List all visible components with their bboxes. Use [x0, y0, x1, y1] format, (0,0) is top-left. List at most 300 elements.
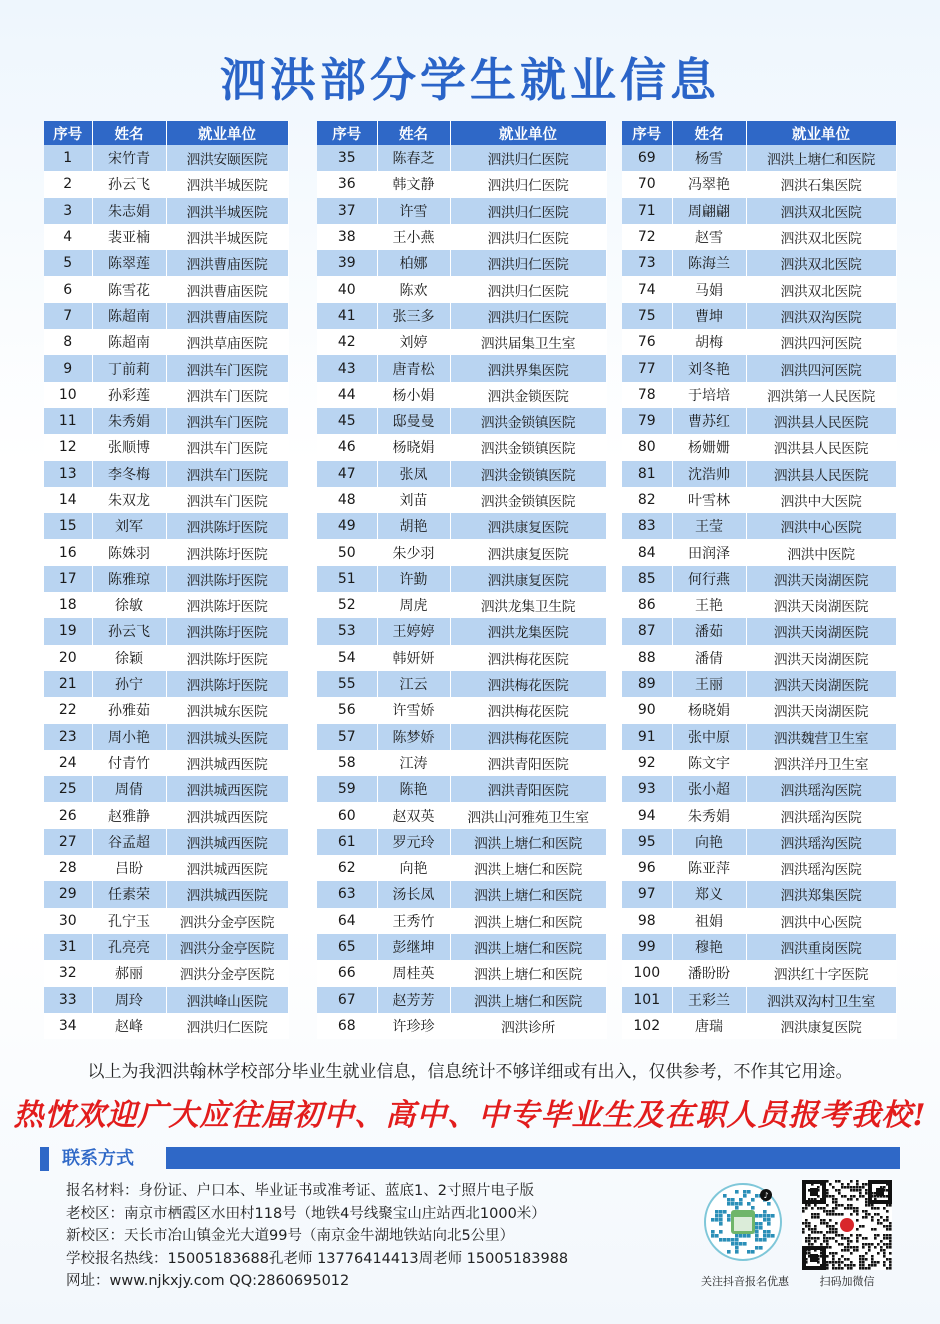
student-name: 孙云飞	[92, 618, 166, 644]
table-row	[622, 487, 896, 513]
table-row	[317, 750, 606, 776]
employer: 泗洪天岗湖医院	[746, 697, 896, 723]
row-number: 74	[622, 276, 672, 302]
row-number: 80	[622, 434, 672, 460]
employer: 泗洪梅花医院	[450, 671, 606, 697]
employer: 泗洪郑集医院	[746, 881, 896, 907]
table-row	[622, 671, 896, 697]
employer: 泗洪上塘仁和医院	[450, 829, 606, 855]
header-name: 姓名	[92, 121, 166, 145]
employer: 泗洪草庙医院	[166, 329, 288, 355]
employer: 泗洪城西医院	[166, 829, 288, 855]
table-row	[622, 1013, 896, 1039]
employer: 泗洪城西医院	[166, 776, 288, 802]
new-campus-line: 新校区：天长市冶山镇金光大道99号（南京金牛湖地铁站向北5公里）	[66, 1228, 515, 1244]
employer: 泗洪县人民医院	[746, 461, 896, 487]
employer: 泗洪车门医院	[166, 382, 288, 408]
row-number: 13	[44, 461, 92, 487]
row-number: 25	[44, 776, 92, 802]
student-name: 陈超南	[92, 303, 166, 329]
employer: 泗洪康复医院	[450, 513, 606, 539]
contact-section-header	[40, 1147, 900, 1171]
employer: 泗洪金锁镇医院	[450, 487, 606, 513]
row-number: 24	[44, 750, 92, 776]
employer: 泗洪归仁医院	[450, 276, 606, 302]
employer: 泗洪陈圩医院	[166, 592, 288, 618]
row-number: 54	[317, 645, 377, 671]
row-number: 38	[317, 224, 377, 250]
student-name: 杨雪	[672, 145, 746, 171]
employer: 泗洪归仁医院	[450, 171, 606, 197]
student-name: 陈文宇	[672, 750, 746, 776]
student-name: 王艳	[672, 592, 746, 618]
row-number: 86	[622, 592, 672, 618]
employer: 泗洪上塘仁和医院	[450, 855, 606, 881]
table-row	[317, 145, 606, 171]
employer: 泗洪上塘仁和医院	[450, 987, 606, 1013]
employer: 泗洪分金亭医院	[166, 934, 288, 960]
employer: 泗洪中心医院	[746, 908, 896, 934]
student-name: 吕盼	[92, 855, 166, 881]
employer: 泗洪梅花医院	[450, 645, 606, 671]
row-number: 78	[622, 382, 672, 408]
table-row	[622, 881, 896, 907]
row-number: 14	[44, 487, 92, 513]
row-number: 46	[317, 434, 377, 460]
table-row	[622, 276, 896, 302]
employer: 泗洪天岗湖医院	[746, 592, 896, 618]
table-row	[317, 487, 606, 513]
row-number: 36	[317, 171, 377, 197]
employer: 泗洪上塘仁和医院	[450, 960, 606, 986]
student-name: 向艳	[672, 829, 746, 855]
student-name: 刘苗	[377, 487, 450, 513]
row-number: 72	[622, 224, 672, 250]
row-number: 17	[44, 566, 92, 592]
table-row	[317, 645, 606, 671]
row-number: 37	[317, 198, 377, 224]
table-row	[317, 355, 606, 381]
student-name: 任素荣	[92, 881, 166, 907]
employer: 泗洪康复医院	[450, 539, 606, 565]
row-number: 3	[44, 198, 92, 224]
row-number: 26	[44, 802, 92, 828]
table-row	[622, 145, 896, 171]
student-name: 马娟	[672, 276, 746, 302]
student-name: 沈浩帅	[672, 461, 746, 487]
employer: 泗洪双北医院	[746, 224, 896, 250]
employer: 泗洪四河医院	[746, 329, 896, 355]
student-name: 赵峰	[92, 1013, 166, 1039]
row-number: 30	[44, 908, 92, 934]
student-name: 王秀竹	[377, 908, 450, 934]
table-row	[317, 987, 606, 1013]
table-row	[44, 881, 288, 907]
student-name: 韩文静	[377, 171, 450, 197]
employer: 泗洪重岗医院	[746, 934, 896, 960]
row-number: 98	[622, 908, 672, 934]
student-name: 许珍珍	[377, 1013, 450, 1039]
employer: 泗洪归仁医院	[166, 1013, 288, 1039]
table-row	[44, 461, 288, 487]
employer: 泗洪青阳医院	[450, 776, 606, 802]
row-number: 57	[317, 724, 377, 750]
student-name: 祖娟	[672, 908, 746, 934]
employer: 泗洪魏营卫生室	[746, 724, 896, 750]
row-number: 65	[317, 934, 377, 960]
student-name: 朱少羽	[377, 539, 450, 565]
student-name: 曹坤	[672, 303, 746, 329]
row-number: 49	[317, 513, 377, 539]
employer: 泗洪归仁医院	[450, 198, 606, 224]
table-row	[317, 329, 606, 355]
row-number: 16	[44, 539, 92, 565]
employment-tables	[44, 121, 896, 1043]
table-row	[317, 697, 606, 723]
row-number: 48	[317, 487, 377, 513]
student-name: 唐瑞	[672, 1013, 746, 1039]
employer: 泗洪归仁医院	[450, 250, 606, 276]
table-row	[622, 697, 896, 723]
student-name: 周桂英	[377, 960, 450, 986]
employer: 泗洪瑶沟医院	[746, 829, 896, 855]
employer: 泗洪天岗湖医院	[746, 671, 896, 697]
table-row	[622, 329, 896, 355]
student-name: 陈雅琼	[92, 566, 166, 592]
wechat-qr-code[interactable]	[802, 1180, 892, 1270]
wechat-caption: 扫码加微信	[819, 1275, 875, 1288]
employer: 泗洪上塘仁和医院	[450, 908, 606, 934]
employer: 泗洪康复医院	[746, 1013, 896, 1039]
table-row	[44, 750, 288, 776]
row-number: 8	[44, 329, 92, 355]
row-number: 67	[317, 987, 377, 1013]
table-row	[622, 908, 896, 934]
student-name: 裴亚楠	[92, 224, 166, 250]
student-name: 赵雪	[672, 224, 746, 250]
student-name: 潘盼盼	[672, 960, 746, 986]
employer: 泗洪界集医院	[450, 355, 606, 381]
table-row	[317, 513, 606, 539]
student-name: 周小艳	[92, 724, 166, 750]
employer: 泗洪安颐医院	[166, 145, 288, 171]
table-row	[44, 724, 288, 750]
row-number: 68	[317, 1013, 377, 1039]
row-number: 87	[622, 618, 672, 644]
row-number: 61	[317, 829, 377, 855]
table-row	[317, 434, 606, 460]
employer: 泗洪红十字医院	[746, 960, 896, 986]
row-number: 32	[44, 960, 92, 986]
table-row	[317, 802, 606, 828]
table-row	[44, 171, 288, 197]
employer: 泗洪金锁镇医院	[450, 408, 606, 434]
student-name: 于培培	[672, 382, 746, 408]
table-row	[317, 461, 606, 487]
table-row	[44, 566, 288, 592]
student-name: 张中原	[672, 724, 746, 750]
website-line: 网址：www.njkxjy.com QQ:2860695012	[66, 1273, 350, 1289]
table-row	[317, 276, 606, 302]
row-number: 95	[622, 829, 672, 855]
row-number: 84	[622, 539, 672, 565]
row-number: 70	[622, 171, 672, 197]
employer: 泗洪双沟医院	[746, 303, 896, 329]
employment-table-3	[622, 121, 897, 1039]
student-name: 许勤	[377, 566, 450, 592]
row-number: 102	[622, 1013, 672, 1039]
student-name: 孙宁	[92, 671, 166, 697]
student-name: 杨晓娟	[672, 697, 746, 723]
student-name: 孔宁玉	[92, 908, 166, 934]
student-name: 徐敏	[92, 592, 166, 618]
row-number: 18	[44, 592, 92, 618]
table-row	[317, 539, 606, 565]
row-number: 59	[317, 776, 377, 802]
contact-label: 联系方式	[62, 1148, 134, 1169]
table-row	[622, 855, 896, 881]
table-row	[622, 224, 896, 250]
student-name: 杨姗姗	[672, 434, 746, 460]
row-number: 15	[44, 513, 92, 539]
row-number: 6	[44, 276, 92, 302]
table-row	[44, 303, 288, 329]
table-row	[317, 224, 606, 250]
row-number: 7	[44, 303, 92, 329]
row-number: 76	[622, 329, 672, 355]
employer: 泗洪中大医院	[746, 487, 896, 513]
employer: 泗洪归仁医院	[450, 224, 606, 250]
student-name: 王小燕	[377, 224, 450, 250]
table-row	[622, 382, 896, 408]
employer: 泗洪石集医院	[746, 171, 896, 197]
student-name: 柏娜	[377, 250, 450, 276]
row-number: 85	[622, 566, 672, 592]
row-number: 41	[317, 303, 377, 329]
douyin-qr-code[interactable]	[703, 1182, 783, 1262]
employer: 泗洪金锁镇医院	[450, 434, 606, 460]
row-number: 55	[317, 671, 377, 697]
table-row	[317, 566, 606, 592]
header-no: 序号	[44, 121, 92, 145]
row-number: 101	[622, 987, 672, 1013]
table-row	[622, 408, 896, 434]
row-number: 12	[44, 434, 92, 460]
table-row	[44, 592, 288, 618]
row-number: 23	[44, 724, 92, 750]
student-name: 刘军	[92, 513, 166, 539]
row-number: 1	[44, 145, 92, 171]
table-row	[622, 829, 896, 855]
table-row	[44, 224, 288, 250]
student-name: 张顺博	[92, 434, 166, 460]
student-name: 江云	[377, 671, 450, 697]
table-row	[622, 461, 896, 487]
student-name: 孔亮亮	[92, 934, 166, 960]
row-number: 79	[622, 408, 672, 434]
employer: 泗洪双北医院	[746, 250, 896, 276]
employer: 泗洪诊所	[450, 1013, 606, 1039]
student-name: 郝丽	[92, 960, 166, 986]
row-number: 29	[44, 881, 92, 907]
row-number: 40	[317, 276, 377, 302]
student-name: 邸曼曼	[377, 408, 450, 434]
row-number: 19	[44, 618, 92, 644]
table-row	[317, 592, 606, 618]
table-row	[622, 171, 896, 197]
row-number: 27	[44, 829, 92, 855]
employer: 泗洪陈圩医院	[166, 539, 288, 565]
row-number: 94	[622, 802, 672, 828]
disclaimer-note: 以上为我泗洪翰林学校部分毕业生就业信息，信息统计不够详细或有出入，仅供参考，不作其它用途。	[87, 1062, 853, 1082]
table-row	[622, 987, 896, 1013]
student-name: 朱双龙	[92, 487, 166, 513]
table-row	[622, 434, 896, 460]
row-number: 100	[622, 960, 672, 986]
employer: 泗洪曹庙医院	[166, 276, 288, 302]
row-number: 50	[317, 539, 377, 565]
student-name: 杨晓娟	[377, 434, 450, 460]
student-name: 冯翠艳	[672, 171, 746, 197]
employer: 泗洪天岗湖医院	[746, 566, 896, 592]
row-number: 81	[622, 461, 672, 487]
table-row	[317, 408, 606, 434]
table-row	[622, 566, 896, 592]
row-number: 53	[317, 618, 377, 644]
employer: 泗洪归仁医院	[450, 145, 606, 171]
student-name: 赵双英	[377, 802, 450, 828]
table-row	[44, 829, 288, 855]
student-name: 周玲	[92, 987, 166, 1013]
employer: 泗洪康复医院	[450, 566, 606, 592]
employer: 泗洪半城医院	[166, 224, 288, 250]
row-number: 2	[44, 171, 92, 197]
employer: 泗洪城西医院	[166, 802, 288, 828]
student-name: 陈海兰	[672, 250, 746, 276]
employer: 泗洪车门医院	[166, 461, 288, 487]
row-number: 60	[317, 802, 377, 828]
header-no: 序号	[317, 121, 377, 145]
student-name: 汤长凤	[377, 881, 450, 907]
table-row	[44, 513, 288, 539]
student-name: 孙云飞	[92, 171, 166, 197]
row-number: 90	[622, 697, 672, 723]
row-number: 64	[317, 908, 377, 934]
student-name: 杨小娟	[377, 382, 450, 408]
table-row	[317, 618, 606, 644]
row-number: 91	[622, 724, 672, 750]
row-number: 31	[44, 934, 92, 960]
student-name: 周倩	[92, 776, 166, 802]
student-name: 潘茹	[672, 618, 746, 644]
row-number: 35	[317, 145, 377, 171]
table-row	[44, 329, 288, 355]
employer: 泗洪曹庙医院	[166, 250, 288, 276]
table-row	[44, 987, 288, 1013]
student-name: 胡梅	[672, 329, 746, 355]
table-row	[44, 934, 288, 960]
table-row	[317, 776, 606, 802]
row-number: 5	[44, 250, 92, 276]
row-number: 63	[317, 881, 377, 907]
row-number: 99	[622, 934, 672, 960]
header-name: 姓名	[377, 121, 450, 145]
admission-slogan: 热忱欢迎广大应往届初中、高中、中专毕业生及在职人员报考我校!	[13, 1098, 927, 1133]
table-row	[44, 802, 288, 828]
row-number: 62	[317, 855, 377, 881]
table-row	[44, 960, 288, 986]
old-campus-line: 老校区：南京市栖霞区水田村118号（地铁4号线聚宝山庄站西北1000米）	[66, 1205, 546, 1222]
table-row	[44, 250, 288, 276]
student-name: 王婷婷	[377, 618, 450, 644]
row-number: 42	[317, 329, 377, 355]
student-name: 张凤	[377, 461, 450, 487]
row-number: 10	[44, 382, 92, 408]
employer: 泗洪梅花医院	[450, 724, 606, 750]
table-row	[622, 592, 896, 618]
student-name: 赵芳芳	[377, 987, 450, 1013]
row-number: 97	[622, 881, 672, 907]
employer: 泗洪陈圩医院	[166, 618, 288, 644]
student-name: 陈超南	[92, 329, 166, 355]
student-name: 刘婷	[377, 329, 450, 355]
employment-table-2	[317, 121, 607, 1039]
table-row	[44, 697, 288, 723]
employer: 泗洪县人民医院	[746, 434, 896, 460]
employer: 泗洪上塘仁和医院	[450, 934, 606, 960]
table-row	[622, 776, 896, 802]
student-name: 朱志娟	[92, 198, 166, 224]
student-name: 付青竹	[92, 750, 166, 776]
employer: 泗洪分金亭医院	[166, 960, 288, 986]
employer: 泗洪双沟村卫生室	[746, 987, 896, 1013]
table-row	[317, 303, 606, 329]
table-row	[317, 829, 606, 855]
employer: 泗洪上塘仁和医院	[746, 145, 896, 171]
header-unit: 就业单位	[166, 121, 288, 145]
table-row	[317, 934, 606, 960]
row-number: 58	[317, 750, 377, 776]
row-number: 92	[622, 750, 672, 776]
employer: 泗洪上塘仁和医院	[450, 881, 606, 907]
student-name: 叶雪林	[672, 487, 746, 513]
row-number: 51	[317, 566, 377, 592]
table-row	[317, 855, 606, 881]
row-number: 75	[622, 303, 672, 329]
employer: 泗洪瑶沟医院	[746, 802, 896, 828]
page-title: 泗洪部分学生就业信息	[220, 53, 720, 107]
table-row	[44, 671, 288, 697]
table-row	[44, 487, 288, 513]
student-name: 田润泽	[672, 539, 746, 565]
employer: 泗洪天岗湖医院	[746, 618, 896, 644]
employer: 泗洪半城医院	[166, 198, 288, 224]
student-name: 王彩兰	[672, 987, 746, 1013]
student-name: 江涛	[377, 750, 450, 776]
employer: 泗洪双北医院	[746, 198, 896, 224]
row-number: 33	[44, 987, 92, 1013]
student-name: 陈欢	[377, 276, 450, 302]
student-name: 谷孟超	[92, 829, 166, 855]
employer: 泗洪车门医院	[166, 434, 288, 460]
contact-info	[66, 1180, 696, 1293]
employer: 泗洪半城医院	[166, 171, 288, 197]
student-name: 周翩翩	[672, 198, 746, 224]
table-row	[622, 198, 896, 224]
student-name: 宋竹青	[92, 145, 166, 171]
student-name: 陈春芝	[377, 145, 450, 171]
row-number: 28	[44, 855, 92, 881]
